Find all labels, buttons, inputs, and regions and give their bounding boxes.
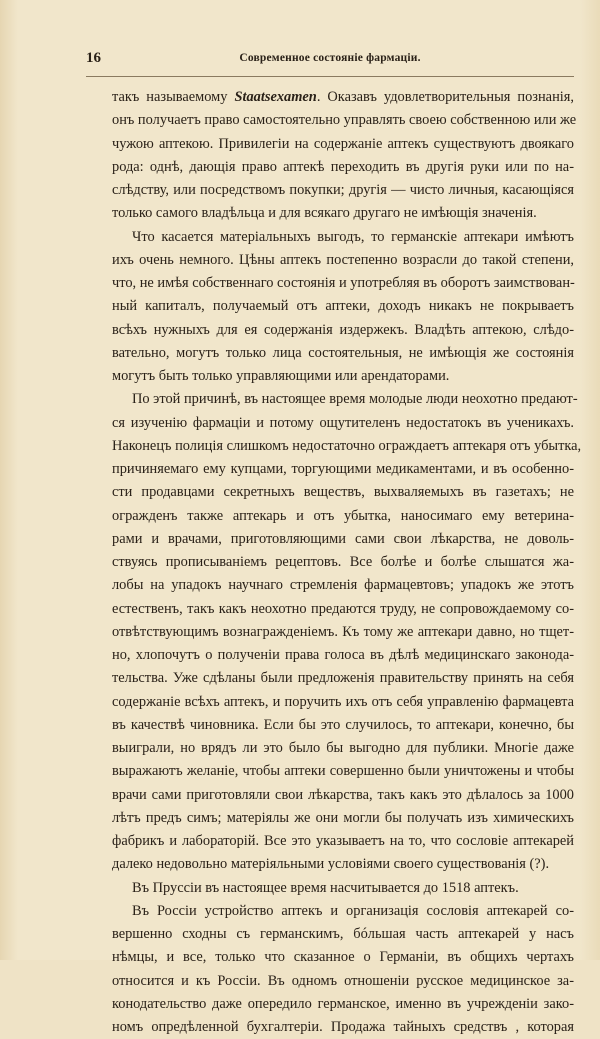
text-line: огражденъ также аптекарь и отъ убытка, наносимаго ему ветерина- bbox=[112, 507, 574, 524]
text-line: Наконецъ полиція слишкомъ недостаточно ограждаетъ аптекаря отъ убытка, bbox=[112, 437, 582, 454]
paragraph bbox=[112, 86, 577, 226]
text-line: лобы на упадокъ научнаго стремленія фармацевтовъ; упадокъ же этотъ bbox=[112, 577, 574, 594]
text-line: всѣхъ нужныхъ для ея содержанія издержекъ. Владѣть аптекою, слѣдо- bbox=[112, 321, 574, 338]
text-line: фабрикъ и лабораторій. Все это указываетъ на то, что сословіе аптекарей bbox=[112, 833, 574, 849]
body-text bbox=[112, 86, 582, 1039]
text-line: рода: однѣ, дающія право аптекѣ переходить въ другія руки или по на- bbox=[112, 158, 574, 175]
text-fragment: . Оказавъ удовлетворительныя познанія, bbox=[316, 89, 574, 105]
page-number: 16 bbox=[86, 50, 101, 66]
text-line: выражаютъ желаніе, чтобы аптеки совершенно были уничтожены и чтобы bbox=[112, 763, 574, 780]
paragraph bbox=[112, 226, 574, 389]
text-line: ихъ очень немного. Цѣны аптекъ постепенно возрасли до такой степени, bbox=[112, 251, 574, 268]
text-line: въ качествѣ чиновника. Если бы это случилось, то аптекари, конечно, бы bbox=[112, 716, 574, 733]
text-line: Въ Пруссіи въ настоящее время насчитывается до 1518 аптекъ. bbox=[132, 879, 519, 896]
text-line: далеко недовольно матеріяльными условіями своего существованія (?). bbox=[112, 856, 550, 873]
text-line: ный капиталъ, получаемый отъ аптеки, доходъ никакъ не покрываетъ bbox=[112, 298, 574, 315]
text-line: нѣмцы, и все, только что сказанное о Германіи, въ общихъ чертахъ bbox=[112, 949, 574, 966]
text-line: отвѣтствующимъ вознагражденіемъ. Къ тому же аптекари давно, но тщет- bbox=[112, 623, 574, 640]
text-line: причиняемаго ему купцами, торгующими медикаментами, и въ особенно- bbox=[112, 461, 574, 477]
text-line: онъ получаетъ право самостоятельно управлять своею собственною или же bbox=[112, 112, 577, 129]
text-line: могутъ быть только управляющими или арендаторами. bbox=[112, 368, 450, 384]
text-line: ся изученію фармаціи и потому ощутителенъ недостатокъ въ ученикахъ. bbox=[112, 414, 574, 431]
paragraph bbox=[112, 900, 574, 1039]
text-line: чужою аптекою. Привилегіи на содержаніе аптекъ существуютъ двоякаго bbox=[112, 135, 574, 152]
text-line: вательно, могутъ только лица состоятельныя, не имѣющія же состоянія bbox=[112, 344, 574, 361]
text-line: По этой причинѣ, въ настоящее время молодые люди неохотно предают- bbox=[132, 391, 578, 408]
paragraph bbox=[112, 388, 582, 876]
text-line: относится и къ Россіи. Въ одномъ отношеніи русское медицинское за- bbox=[112, 972, 574, 989]
text-line: конодательство даже опередило германское, именно въ учрежденіи зако- bbox=[112, 995, 574, 1012]
header-divider bbox=[86, 76, 574, 77]
text-line: естественъ, такъ какъ неохотно предаются труду, не сопровождаемому со- bbox=[112, 600, 574, 617]
text-line: врачи сами приготовляли свои лѣкарства, такъ какъ это дѣлалось за 1000 bbox=[112, 786, 574, 803]
paragraph bbox=[112, 877, 574, 900]
text-line: лѣтъ предъ симъ; матеріялы же они могли бы получать изъ химическихъ bbox=[112, 809, 574, 826]
text-line: вершенно сходны съ германскимъ, бóльшая часть аптекарей у насъ bbox=[112, 926, 574, 942]
emphasized-term: Staatsexamen bbox=[234, 89, 317, 105]
text-line: только самого владѣльца и для всякаго другаго не имѣющія значенія. bbox=[112, 205, 537, 222]
text-line: Въ Россіи устройство аптекъ и организація сословія аптекарей со- bbox=[132, 902, 574, 919]
text-line: ствуясь прописываніемъ рецептовъ. Все болѣе и болѣе слышатся жа- bbox=[112, 554, 574, 570]
text-line: рами и врачами, приготовляющими сами свои лѣкарства, не доволь- bbox=[112, 530, 574, 547]
text-line: но, хлопочутъ о полученіи права голоса въ дѣлѣ медицинскаго законода- bbox=[112, 647, 574, 663]
page-header bbox=[86, 50, 574, 70]
text-line: что, не имѣя собственнаго состоянія и употребляя въ оборотъ заимствован- bbox=[112, 275, 575, 291]
running-title: Современное состояніе фармаціи. bbox=[239, 52, 421, 64]
text-line: Что касается матеріальныхъ выгодъ, то германскіе аптекари имѣютъ bbox=[132, 228, 574, 245]
text-line: выиграли, но врядъ ли это было бы выгодно для публики. Многіе даже bbox=[112, 740, 574, 756]
text-line: содержаніе всѣхъ аптекъ, и поручить ихъ отъ себя управленію фармацевта bbox=[112, 693, 574, 710]
text-line: тельства. Уже сдѣланы были предложенія правительству принять на себя bbox=[112, 670, 574, 687]
text-line: сти продавцами секретныхъ веществъ, выхваляемыхъ въ газетахъ; не bbox=[112, 484, 574, 501]
text-line bbox=[112, 86, 574, 109]
text-line: слѣдству, или посредствомъ покупки; другія — чисто личныя, касающіяся bbox=[112, 182, 574, 198]
text-fragment: такъ называемому bbox=[112, 89, 235, 105]
text-line: номъ опредѣленной бухгалтеріи. Продажа тайныхъ средствъ , которая bbox=[112, 1019, 574, 1035]
